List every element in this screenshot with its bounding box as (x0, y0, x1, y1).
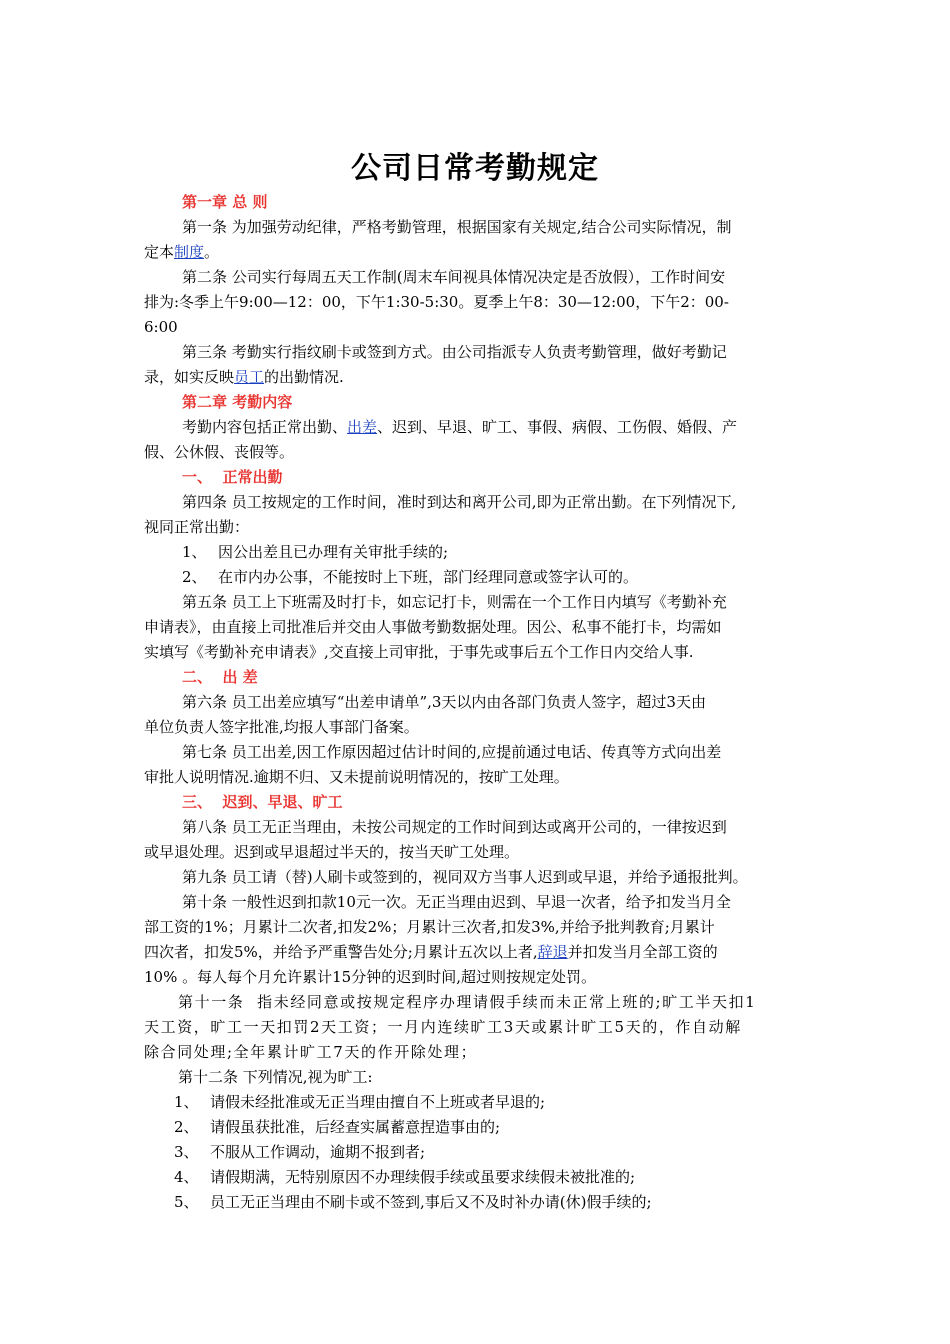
article-2-line-3: 6:00 (144, 318, 178, 336)
article-12-line-1: 第十二条 下列情况,视为旷工: (178, 1068, 373, 1086)
article-12-item-2 (144, 1115, 810, 1140)
article-3-text-end: 的出勤情况. (264, 368, 344, 386)
section-1-heading: 一、 正常出勤 (182, 468, 283, 486)
article-12-item-4 (144, 1165, 810, 1190)
item-number: 3、 (174, 1143, 199, 1161)
link-citui[interactable]: 辞退 (537, 943, 568, 961)
item-text: 因公出差且已办理有关审批手续的; (218, 543, 449, 561)
item-text: 在市内办公事，不能按时上下班，部门经理同意或签字认可的。 (218, 568, 639, 586)
article-10-line-4: 10% 。每人每个月允许累计15分钟的迟到时间,超过则按规定处罚。 (144, 968, 596, 986)
article-3-line-1: 第三条 考勤实行指纹刷卡或签到方式。由公司指派专人负责考勤管理，做好考勤记 (182, 343, 727, 361)
item-text: 请假虽获批准，后经查实属蓄意捏造事由的; (210, 1118, 501, 1136)
article-2-line-1: 第二条 公司实行每周五天工作制(周末车间视具体情况决定是否放假），工作时间安 (182, 268, 726, 286)
article-1-text-end: 。 (204, 243, 220, 261)
article-4-line-2: 视同正常出勤： (144, 518, 250, 536)
article-1-text: 定本 (144, 243, 175, 261)
article-1-line-1: 第一条 为加强劳动纪律，严格考勤管理，根据国家有关规定,结合公司实际情况，制 (182, 218, 732, 236)
item-number: 4、 (174, 1168, 199, 1186)
article-11-line-1: 第十一条 指未经同意或按规定程序办理请假手续而未正常上班的;旷工半天扣1 (178, 993, 757, 1011)
article-5-line-2: 申请表》，由直接上司批准后并交由人事做考勤数据处理。因公、私事不能打卡，均需如 (144, 618, 722, 636)
item-number: 1、 (174, 1093, 199, 1111)
chapter-2-heading: 第二章 考勤内容 (182, 393, 293, 411)
article-4-item-1 (144, 540, 810, 565)
chapter-2-intro-line-1 (144, 415, 810, 440)
item-number: 1、 (182, 543, 207, 561)
article-10-line-3 (144, 940, 810, 965)
article-10-line-1: 第十条 一般性迟到扣款10元一次。无正当理由迟到、早退一次者，给予扣发当月全 (182, 893, 731, 911)
article-5-line-3: 实填写《考勤补充申请表》,交直接上司审批，于事先或事后五个工作日内交给人事. (144, 643, 694, 661)
article-8-line-2: 或早退处理。迟到或早退超过半天的，按当天旷工处理。 (144, 843, 520, 861)
link-chuchai[interactable]: 出差 (347, 418, 378, 436)
article-3-line-2 (144, 365, 810, 390)
article-12-item-5 (144, 1190, 810, 1215)
article-1-line-2 (144, 240, 810, 265)
article-8-line-1: 第八条 员工无正当理由，未按公司规定的工作时间到达或离开公司的，一律按迟到 (182, 818, 727, 836)
article-4-line-1: 第四条 员工按规定的工作时间，准时到达和离开公司,即为正常出勤。在下列情况下, (182, 493, 737, 511)
item-number: 2、 (182, 568, 207, 586)
article-11-line-2: 天工资，旷工一天扣罚2天工资；一月内连续旷工3天或累计旷工5天的，作自动解 (144, 1018, 742, 1036)
item-text: 请假未经批准或无正当理由擅自不上班或者早退的; (210, 1093, 546, 1111)
item-text: 员工无正当理由不刷卡或不签到,事后又不及时补办请(休)假手续的; (210, 1193, 652, 1211)
item-number: 5、 (174, 1193, 199, 1211)
article-10-line-2: 部工资的1%；月累计二次者,扣发2%；月累计三次者,扣发3%,并给予批判教育;月累计 (144, 918, 715, 936)
article-12-item-1 (144, 1090, 810, 1115)
intro-text: 考勤内容包括正常出勤、 (182, 418, 348, 436)
article-9-line-1: 第九条 员工请（替)人刷卡或签到的，视同双方当事人迟到或早退，并给予通报批判。 (182, 868, 748, 886)
article-7-line-1: 第七条 员工出差,因工作原因超过估计时间的,应提前通过电话、传真等方式向出差 (182, 743, 722, 761)
document-body (144, 190, 810, 1215)
article-10-text: 四次者，扣发5%，并给予严重警告处分;月累计五次以上者, (144, 943, 538, 961)
item-text: 请假期满，无特别原因不办理续假手续或虽要求续假未被批准的; (210, 1168, 636, 1186)
document-title: 公司日常考勤规定 (351, 151, 599, 186)
section-3-heading: 三、 迟到、早退、旷工 (182, 793, 343, 811)
article-10-text-end: 并扣发当月全部工资的 (567, 943, 718, 961)
article-12-item-3 (144, 1140, 810, 1165)
intro-text-end: 、迟到、早退、旷工、事假、病假、工伤假、婚假、产 (377, 418, 738, 436)
article-6-line-2: 单位负责人签字批准,均报人事部门备案。 (144, 718, 419, 736)
section-2-heading: 二、 出 差 (182, 668, 258, 686)
article-3-text: 录，如实反映 (144, 368, 235, 386)
chapter-2-intro-line-2: 假、公休假、丧假等。 (144, 443, 295, 461)
article-5-line-1: 第五条 员工上下班需及时打卡，如忘记打卡，则需在一个工作日内填写《考勤补充 (182, 593, 727, 611)
link-zhidu[interactable]: 制度 (174, 243, 205, 261)
article-11-line-3: 除合同处理;全年累计旷工7天的作开除处理； (144, 1043, 478, 1061)
article-4-item-2 (144, 565, 810, 590)
item-number: 2、 (174, 1118, 199, 1136)
item-text: 不服从工作调动，逾期不报到者; (210, 1143, 426, 1161)
article-7-line-2: 审批人说明情况.逾期不归、又未提前说明情况的，按旷工处理。 (144, 768, 569, 786)
article-2-line-2: 排为:冬季上午9:00—12：00，下午1:30-5:30。夏季上午8：30—12:00，下午2：00- (144, 293, 729, 311)
chapter-1-heading: 第一章 总 则 (182, 193, 268, 211)
article-6-line-1: 第六条 员工出差应填写“出差申请单”,3天以内由各部门负责人签字，超过3天由 (182, 693, 706, 711)
link-yuangong[interactable]: 员工 (234, 368, 265, 386)
